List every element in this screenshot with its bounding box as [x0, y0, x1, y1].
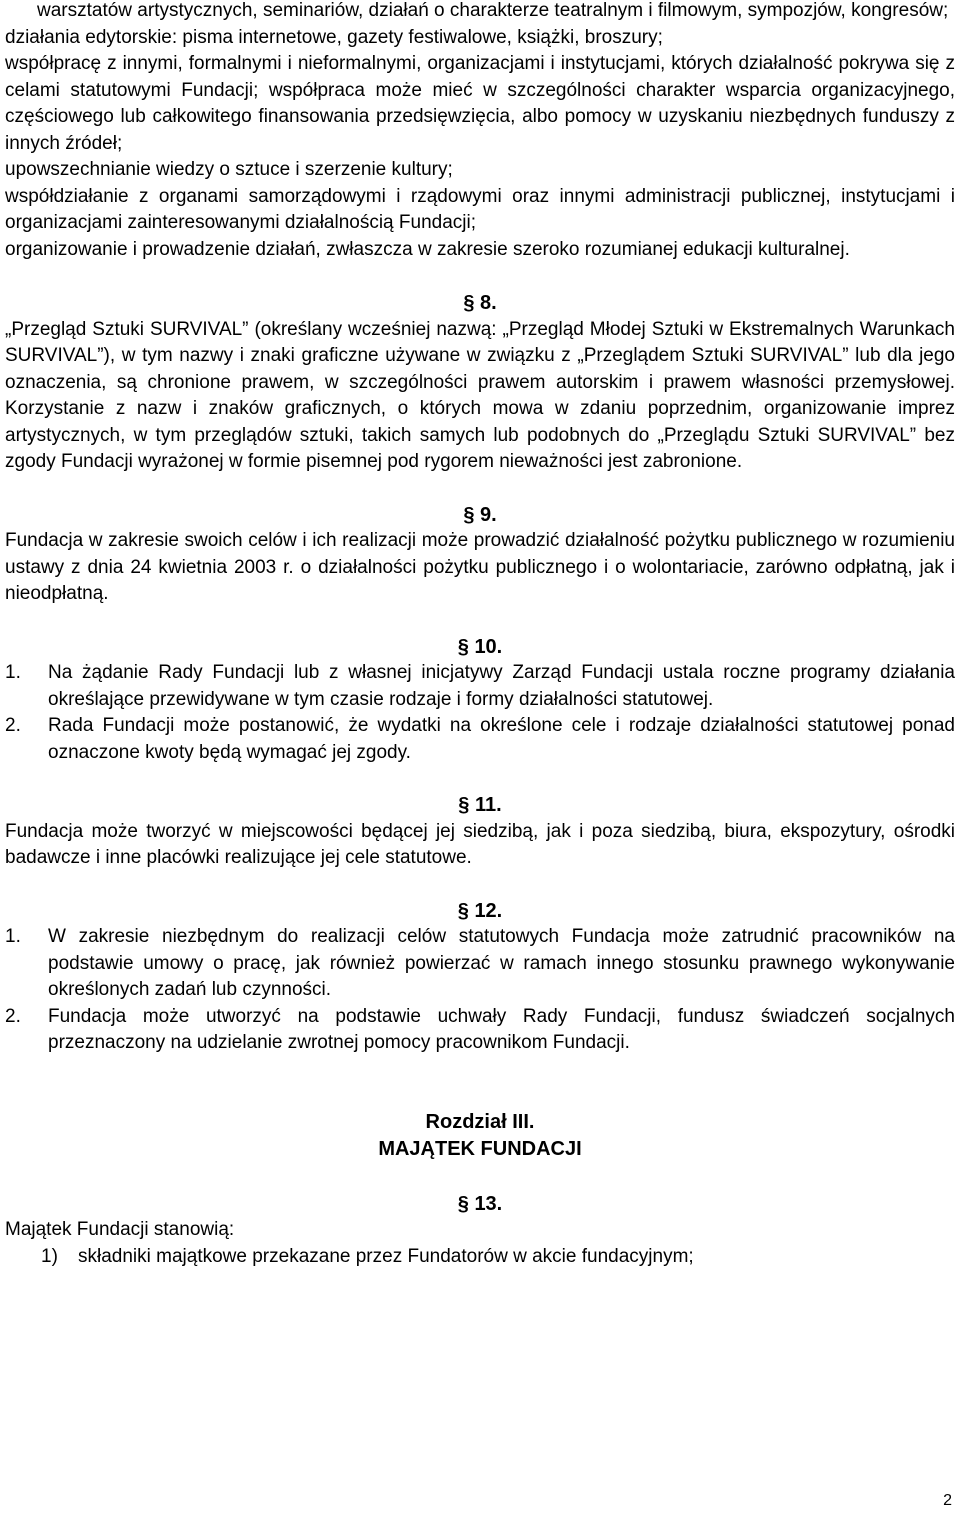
page-number: 2 — [943, 1492, 952, 1509]
list-item-text: współpracę z innymi, formalnymi i nieformalnymi, organizacjami i instytucjami, których działalność pokrywa się z celami statutowymi Fundacji; współpraca może mieć w szczególności charakter wsparcia organizacyjnego, częściowego lub całkowitego finansowania przedsięwzięcia, albo pomocy w uzyskaniu niezbędnych funduszy z innych źródeł; — [5, 53, 955, 154]
top-list — [5, 0, 955, 263]
list-item — [0, 157, 955, 184]
section-symbol: § — [458, 794, 470, 816]
list-item — [5, 1244, 955, 1271]
list-item-number: 2. — [5, 715, 21, 736]
section-heading-8 — [5, 290, 955, 317]
section-symbol: § — [463, 292, 475, 314]
section-10-list — [5, 660, 955, 766]
list-item — [0, 25, 955, 52]
section-number: 9. — [480, 503, 497, 526]
section-heading-13 — [5, 1191, 955, 1218]
section-symbol: § — [463, 503, 475, 526]
section-number: 12. — [474, 899, 503, 922]
list-item-number: 1) — [41, 1245, 58, 1267]
list-item-number: 1. — [5, 662, 21, 683]
list-item-text: organizowanie i prowadzenie działań, zwłaszcza w zakresie szeroko rozumianej edukacji kulturalnej. — [5, 238, 850, 260]
section-13-list — [5, 1244, 955, 1271]
section-number: 8. — [480, 292, 497, 314]
section-number: 11. — [474, 794, 502, 816]
section-number: 10. — [474, 635, 503, 658]
list-item — [5, 713, 955, 766]
section-symbol: § — [457, 1192, 469, 1215]
list-item — [0, 51, 955, 157]
list-item-text: upowszechnianie wiedzy o sztuce i szerzenie kultury; — [5, 159, 453, 180]
section-12-list — [5, 924, 955, 1057]
section-8-text: „Przegląd Sztuki SURVIVAL” (określany wcześniej nazwą: „Przegląd Młodej Sztuki w Ekstremalnych Warunkach SURVIVAL”), w tym nazwy i znaki graficzne używane w związku z „Przeglądem Sztuki SURVIVAL” lub dla jego oznaczenia, są chronione prawem, w szczególności prawem autorskim i prawem własności przemysłowej. Korzystanie z nazw i znaków graficznych, o których mowa w zdaniu poprzednim, organizowanie imprez artystycznych, w tym przeglądów sztuki, takich samych lub podobnych do „Przeglądu Sztuki SURVIVAL” bez zgody Fundacji wyrażonej w formie pisemnej pod rygorem nieważności jest zabronione. — [5, 318, 955, 472]
section-13-intro: Majątek Fundacji stanowią: — [5, 1219, 235, 1240]
list-item-number: 2. — [5, 1005, 21, 1027]
section-heading-10 — [5, 634, 955, 661]
chapter-number: Rozdział III. — [425, 1110, 535, 1133]
list-item-number: 1. — [5, 926, 21, 947]
list-item — [0, 237, 955, 264]
list-item-text: Na żądanie Rady Fundacji lub z własnej inicjatywy Zarząd Fundacji ustala roczne programy działania określające przewidywane w tym czasie rodzaje i formy działalności statutowej. — [48, 662, 955, 710]
section-symbol: § — [457, 899, 469, 922]
list-item-text: składniki majątkowe przekazane przez Fundatorów w akcie fundacyjnym; — [78, 1245, 694, 1267]
section-heading-11 — [5, 792, 955, 819]
list-item — [5, 1004, 955, 1057]
section-heading-9 — [5, 502, 955, 529]
list-item-text: Fundacja może utworzyć na podstawie uchwały Rady Fundacji, fundusz świadczeń socjalnych przeznaczony na udzielanie zwrotnej pomocy pracownikom Fundacji. — [48, 1005, 955, 1053]
list-item — [5, 0, 955, 25]
list-item-text: działania edytorskie: pisma internetowe, gazety festiwalowe, książki, broszury; — [5, 26, 663, 48]
section-number: 13. — [474, 1192, 503, 1215]
list-item — [5, 660, 955, 713]
section-heading-12 — [5, 898, 955, 925]
list-item-text: W zakresie niezbędnym do realizacji celów statutowych Fundacja może zatrudnić pracowników na podstawie umowy o pracę, jak również powierzać w ramach innego stosunku prawnego wykonywanie określonych zadań lub czynności. — [48, 926, 955, 1000]
list-item-text: warsztatów artystycznych, seminariów, działań o charakterze teatralnym i filmowym, sympozjów, kongresów; — [37, 0, 949, 21]
list-item-text: Rada Fundacji może postanowić, że wydatki na określone cele i rodzaje działalności statutowej ponad oznaczone kwoty będą wymagać jej zgody. — [48, 715, 955, 763]
list-item — [5, 924, 955, 1004]
document-page — [5, 0, 955, 1270]
list-item-text: współdziałanie z organami samorządowymi i rządowymi oraz innymi administracji publicznej, instytucjami i organizacjami zainteresowanymi działalnością Fundacji; — [5, 185, 955, 233]
section-11-text: Fundacja może tworzyć w miejscowości będącej jej siedzibą, jak i poza siedzibą, biura, ekspozytury, ośrodki badawcze i inne placówki realizujące jej cele statutowe. — [5, 820, 955, 868]
section-9-text: Fundacja w zakresie swoich celów i ich realizacji może prowadzić działalność pożytku publicznego w rozumieniu ustawy z dnia 24 kwietnia 2003 r. o działalności pożytku publicznego i o wolontariacie, zarówno odpłatną, jak i nieodpłatną. — [5, 530, 955, 604]
chapter-heading — [5, 1109, 955, 1163]
chapter-title: MAJĄTEK FUNDACJI — [378, 1137, 582, 1160]
section-symbol: § — [457, 635, 469, 658]
list-item — [0, 184, 955, 237]
